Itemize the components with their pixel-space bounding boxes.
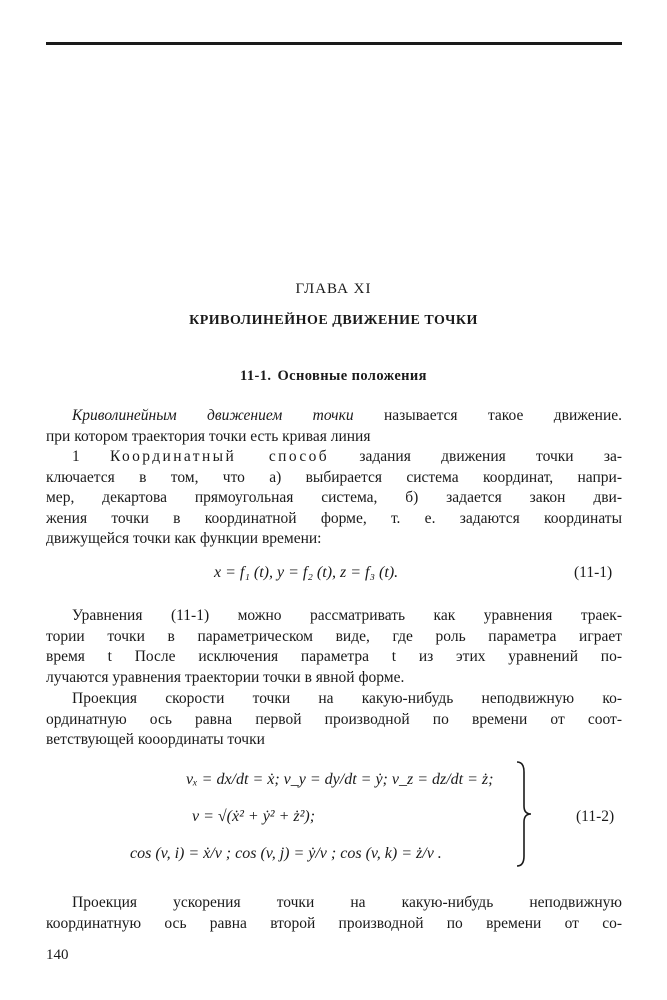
equation-number: (11-1) — [574, 564, 613, 581]
item-number: 1 — [72, 448, 111, 465]
paragraph-line: тории точки в параметрическом виде, где роль параметра играет — [46, 627, 622, 645]
paragraph-line: мер, декартова прямоугольная система, б) задается закон дви- — [46, 489, 622, 506]
paragraph-line: движущейся точки как функции времени: — [46, 530, 322, 547]
section-title: Основные положения — [277, 368, 427, 384]
paragraph-velocity — [46, 689, 622, 751]
paragraph-line: координатную ось равна второй производной по времени от со- — [46, 914, 622, 932]
paragraph-text: задания движения точки за- — [329, 448, 623, 465]
paragraph-line: лучаются уравнения траектории точки в явной форме. — [46, 668, 405, 686]
equation-number: (11-2) — [576, 808, 615, 825]
paragraph-line: Проекция скорости точки на какую-нибудь неподвижную ко- — [72, 690, 622, 707]
paragraph-trajectory — [46, 606, 622, 688]
paragraph-line: жения точки в координатной форме, т. е. задаются координаты — [46, 509, 622, 527]
equation-direction-cosines: cos (v, i) = ẋ/v ; cos (v, j) = ẏ/v ; cos (v, k) = ż/v . — [130, 845, 442, 862]
paragraph-line: ключается в том, что а) выбирается система координат, напри- — [46, 468, 622, 486]
paragraph-line: ветствующей кооординаты точки — [46, 731, 265, 748]
right-brace — [515, 760, 533, 868]
paragraph-coordinate-method — [46, 447, 622, 550]
paragraph-acceleration — [46, 893, 622, 934]
paragraph-line: ординатную ось равна первой производной по времени от соот- — [46, 710, 622, 728]
section-heading — [0, 368, 667, 385]
equation-velocity-magnitude: v = √(ẋ² + ẏ² + ż²); — [192, 808, 316, 825]
equation-velocity-components: vₓ = dx/dt = ẋ; v_y = dy/dt = ẏ; v_z = dz/dt = ż; — [186, 771, 494, 788]
equation-11-1: x = f₁ (t), y = f₂ (t), z = f₃ (t). — [214, 564, 399, 581]
defined-term: Криволинейным движением точки — [72, 407, 354, 424]
paragraph-definition — [46, 406, 622, 447]
paragraph-line — [46, 447, 622, 468]
paragraph-line — [46, 406, 622, 427]
chapter-number: ГЛАВА XI — [295, 281, 372, 297]
paragraph-line: Уравнения (11-1) можно рассматривать как уравнения траек- — [72, 607, 622, 624]
emphasized-term: Координатный способ — [110, 448, 330, 465]
section-number: 11-1. — [240, 368, 272, 384]
paragraph-text: называется такое движение. — [353, 407, 622, 424]
chapter-title: КРИВОЛИНЕЙНОЕ ДВИЖЕНИЕ ТОЧКИ — [189, 313, 478, 328]
page-number: 140 — [46, 947, 69, 963]
paragraph-line: Проекция ускорения точки на какую-нибудь неподвижную — [72, 894, 622, 911]
paragraph-line: при котором траектория точки есть кривая линия — [46, 427, 371, 445]
top-rule — [46, 42, 622, 45]
paragraph-line: время t После исключения параметра t из этих уравнений по- — [46, 648, 622, 665]
